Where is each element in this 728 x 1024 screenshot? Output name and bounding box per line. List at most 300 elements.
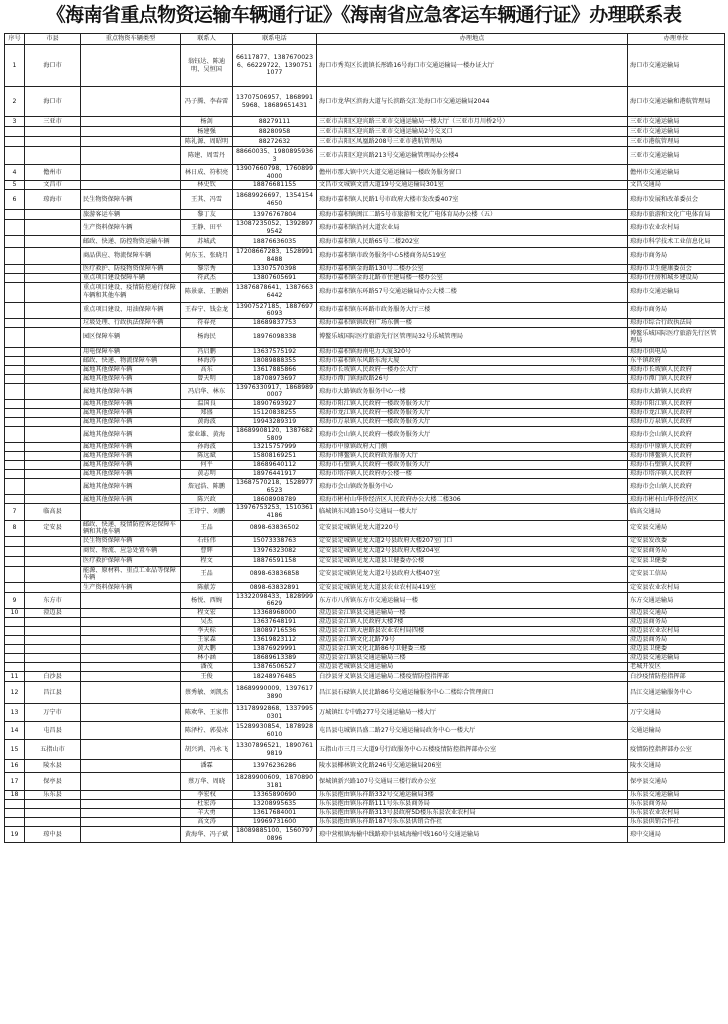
- cell-contact: 王春宁、钱金龙: [181, 302, 233, 318]
- cell-unit: 海口市交通运输和港航管理局: [628, 87, 725, 117]
- cell-contact: 黄海华、冯子斌: [181, 827, 233, 843]
- cell-contact: 林日成、符积亮: [181, 165, 233, 181]
- table-row: [5, 520, 725, 536]
- table-row: [5, 117, 725, 127]
- cell-vehicle-type: 属地其他保障车辆: [81, 443, 181, 452]
- cell-contact: 蔡万华、周晓: [181, 773, 233, 791]
- cell-unit: 琼海市农业农村局: [628, 220, 725, 236]
- cell-unit: 琼海市商务局: [628, 302, 725, 318]
- cell-no: 12: [5, 682, 25, 704]
- cell-phone: 0898-63836858: [233, 566, 317, 582]
- table-row: [5, 408, 725, 417]
- cell-unit: 三亚市交通运输局: [628, 147, 725, 165]
- cell-phone: 13087235052、13928979542: [233, 220, 317, 236]
- table-row: [5, 809, 725, 818]
- table-row: [5, 461, 725, 470]
- cell-contact: 陈献芳: [181, 582, 233, 592]
- cell-address: 屯昌县屯城镇昌盛二路27号交通运输局政务中心一楼大厅: [317, 722, 628, 740]
- cell-city: 定安县: [25, 520, 81, 536]
- cell-no: [5, 220, 25, 236]
- cell-city: [25, 636, 81, 645]
- cell-city: [25, 654, 81, 663]
- cell-city: [25, 566, 81, 582]
- cell-vehicle-type: 属地其他保障车辆: [81, 495, 181, 504]
- cell-no: [5, 408, 25, 417]
- cell-phone: 13215757999: [233, 443, 317, 452]
- cell-contact: 陈建、周雪丹: [181, 147, 233, 165]
- table-row: [5, 302, 725, 318]
- cell-no: [5, 582, 25, 592]
- cell-phone: 18976441917: [233, 470, 317, 479]
- cell-phone: 13976753253、15103614186: [233, 504, 317, 520]
- cell-address: 琼海市嘉积镇闽江二路5号市旅游和文化广电体育局办公楼（五）: [317, 210, 628, 220]
- cell-address: 乐东县抱由镇乐祥路313号县政府5D楼乐东县农业农村局: [317, 809, 628, 818]
- table-row: [5, 791, 725, 800]
- cell-address: 澄迈县金江镇县交通运输局一楼: [317, 609, 628, 618]
- cell-unit: 定安县发改委: [628, 536, 725, 546]
- cell-vehicle-type: 垃圾处理、行政执法保障车辆: [81, 318, 181, 327]
- cell-address: 定安县定城镇见龙大道县农业农村局419室: [317, 582, 628, 592]
- cell-unit: 琼海市卫生健康委员会: [628, 264, 725, 273]
- cell-address: 保城镇新兴路107号交通局三楼行政办公室: [317, 773, 628, 791]
- cell-unit: 琼海市商务局: [628, 248, 725, 264]
- cell-address: 乐东县抱由镇乐祥路111号乐东县商务局: [317, 800, 628, 809]
- cell-address: 澄迈县金江镇文化北路86号卫健委三楼: [317, 645, 628, 654]
- cell-city: [25, 452, 81, 461]
- document-title: 《海南省重点物资运输车辆通行证》《海南省应急客运车辆通行证》办理联系表: [46, 4, 682, 26]
- cell-city: [25, 137, 81, 147]
- cell-phone: 18689990009、13976173890: [233, 682, 317, 704]
- cell-unit: 定安县农业农村局: [628, 582, 725, 592]
- cell-no: [5, 356, 25, 365]
- cell-city: 琼中县: [25, 827, 81, 843]
- cell-address: 乐东县抱由镇乐祥路332号交通运输局3楼: [317, 791, 628, 800]
- cell-phone: 13322098433、18289996629: [233, 592, 317, 608]
- cell-no: 9: [5, 592, 25, 608]
- cell-unit: 东方交通运输局: [628, 592, 725, 608]
- cell-contact: 高东: [181, 365, 233, 374]
- cell-vehicle-type: 重点项目建设、用油保障车辆: [81, 302, 181, 318]
- cell-vehicle-type: [81, 636, 181, 645]
- table-header-row: [5, 34, 725, 45]
- cell-city: [25, 627, 81, 636]
- cell-unit: 琼海市塔洋镇人民政府: [628, 470, 725, 479]
- cell-vehicle-type: [81, 722, 181, 740]
- cell-address: 琼海市塔洋镇人民政府办公楼一楼: [317, 470, 628, 479]
- table-row: [5, 773, 725, 791]
- cell-no: [5, 618, 25, 627]
- cell-vehicle-type: 邮政、快递、疫情防控客运保障车辆和其他车辆: [81, 520, 181, 536]
- cell-contact: 冯启华、林东: [181, 383, 233, 399]
- cell-no: [5, 282, 25, 302]
- cell-phone: 18876681155: [233, 181, 317, 190]
- cell-address: 琼海市嘉积镇东环路市政务服务大厅三楼: [317, 302, 628, 318]
- header-vehicle-type: 重点物资车辆类型: [81, 34, 181, 45]
- cell-address: 博鳌乐城国际医疗旅游先行区管理局32号乐城管理局: [317, 327, 628, 347]
- table-row: [5, 147, 725, 165]
- cell-city: [25, 536, 81, 546]
- cell-city: [25, 383, 81, 399]
- cell-no: 18: [5, 791, 25, 800]
- cell-unit: 琼海市长坡镇人民政府: [628, 365, 725, 374]
- cell-address: 琼海市中原镇政府大门侧: [317, 443, 628, 452]
- cell-contact: 何平: [181, 461, 233, 470]
- cell-address: 琼海市长坡镇人民政府一楼办公大厅: [317, 365, 628, 374]
- cell-no: [5, 374, 25, 383]
- cell-address: 临城镇东风路150号交通局一楼大厅: [317, 504, 628, 520]
- cell-contact: 符春亮: [181, 318, 233, 327]
- cell-phone: 13687570218、15289776523: [233, 479, 317, 495]
- cell-unit: 白沙疫情防控指挥部: [628, 672, 725, 682]
- cell-no: [5, 461, 25, 470]
- cell-vehicle-type: 重点项目建设、疫情防控通行保障车辆和其他车辆: [81, 282, 181, 302]
- cell-contact: 吴杰: [181, 618, 233, 627]
- cell-phone: 13976236286: [233, 760, 317, 773]
- cell-no: [5, 809, 25, 818]
- cell-no: [5, 546, 25, 556]
- cell-address: 琼海市嘉积镇东风路东海大厦: [317, 356, 628, 365]
- cell-city: [25, 248, 81, 264]
- cell-phone: 13208995635: [233, 800, 317, 809]
- table-row: [5, 181, 725, 190]
- table-row: [5, 347, 725, 356]
- cell-city: [25, 408, 81, 417]
- cell-phone: 13368968000: [233, 609, 317, 618]
- cell-unit: 琼海市会山镇人民政府: [628, 479, 725, 495]
- cell-unit: 琼中交通局: [628, 827, 725, 843]
- contact-table: [4, 33, 725, 843]
- cell-phone: 0898-63836502: [233, 520, 317, 536]
- cell-phone: 18689640112: [233, 461, 317, 470]
- table-row: [5, 374, 725, 383]
- cell-vehicle-type: [81, 682, 181, 704]
- cell-unit: 澄迈县商务局: [628, 636, 725, 645]
- cell-city: 海口市: [25, 45, 81, 87]
- cell-city: [25, 479, 81, 495]
- cell-contact: 石钰伟: [181, 536, 233, 546]
- cell-unit: 交通运输局: [628, 722, 725, 740]
- cell-vehicle-type: [81, 147, 181, 165]
- cell-address: 澄迈县金江镇人民政府大楼7楼: [317, 618, 628, 627]
- cell-contact: 杜宏涛: [181, 800, 233, 809]
- cell-phone: 18708973697: [233, 374, 317, 383]
- cell-address: 琼海市万泉镇人民政府一楼政务服务大厅: [317, 417, 628, 426]
- cell-contact: 高文涛: [181, 818, 233, 827]
- cell-phone: 13617885866: [233, 365, 317, 374]
- cell-city: 东方市: [25, 592, 81, 608]
- cell-contact: 杨建强: [181, 127, 233, 137]
- table-row: [5, 566, 725, 582]
- cell-phone: 13307570398: [233, 264, 317, 273]
- cell-vehicle-type: [81, 740, 181, 760]
- cell-no: [5, 627, 25, 636]
- table-row: [5, 470, 725, 479]
- cell-no: [5, 236, 25, 248]
- table-row: [5, 45, 725, 87]
- cell-address: 五指山市三月三大道9号行政服务中心五楼疫情防控指挥部办公室: [317, 740, 628, 760]
- cell-vehicle-type: 用电保障车辆: [81, 347, 181, 356]
- table-row: [5, 426, 725, 442]
- cell-address: 琼海市石壁镇人民政府一楼政务服务大厅: [317, 461, 628, 470]
- cell-phone: 15289930854、18789286010: [233, 722, 317, 740]
- cell-unit: 乐东县商务局: [628, 800, 725, 809]
- cell-contact: 冯启鹏: [181, 347, 233, 356]
- table-row: [5, 318, 725, 327]
- cell-city: [25, 546, 81, 556]
- cell-no: [5, 645, 25, 654]
- cell-vehicle-type: [81, 791, 181, 800]
- cell-no: 6: [5, 190, 25, 210]
- cell-address: 儋州市那大镇中兴大道交通运输局一楼政务服务窗口: [317, 165, 628, 181]
- cell-unit: 琼海市综合行政执法局: [628, 318, 725, 327]
- cell-city: [25, 273, 81, 282]
- cell-no: [5, 566, 25, 582]
- cell-city: 万宁市: [25, 704, 81, 722]
- cell-contact: 詹冠浩、陈鹏: [181, 479, 233, 495]
- cell-unit: 疫情防控指挥部办公室: [628, 740, 725, 760]
- cell-contact: 李宏权: [181, 791, 233, 800]
- cell-no: [5, 417, 25, 426]
- cell-address: 琼海市彬村山华侨经济区人民政府办公大楼二楼306: [317, 495, 628, 504]
- table-row: [5, 546, 725, 556]
- cell-contact: 冯子腾、李春雷: [181, 87, 233, 117]
- cell-city: [25, 210, 81, 220]
- cell-phone: 13365890690: [233, 791, 317, 800]
- cell-phone: 88272632: [233, 137, 317, 147]
- cell-phone: 18608908789: [233, 495, 317, 504]
- cell-phone: 15808169251: [233, 452, 317, 461]
- cell-vehicle-type: [81, 165, 181, 181]
- cell-no: 13: [5, 704, 25, 722]
- cell-no: 2: [5, 87, 25, 117]
- cell-contact: 陈礼源、周昭明: [181, 137, 233, 147]
- cell-city: [25, 264, 81, 273]
- cell-unit: 儋州市交通运输局: [628, 165, 725, 181]
- cell-city: 儋州市: [25, 165, 81, 181]
- cell-unit: 东平镇政府: [628, 356, 725, 365]
- cell-city: [25, 495, 81, 504]
- cell-no: [5, 470, 25, 479]
- cell-vehicle-type: 属地其他保障车辆: [81, 374, 181, 383]
- cell-city: [25, 282, 81, 302]
- cell-no: 14: [5, 722, 25, 740]
- cell-no: 4: [5, 165, 25, 181]
- cell-vehicle-type: 商品供应、物流保障车辆: [81, 248, 181, 264]
- header-address: 办理地点: [317, 34, 628, 45]
- cell-no: [5, 273, 25, 282]
- cell-contact: 陈泽柠、郭晏冰: [181, 722, 233, 740]
- header-phone: 联系电话: [233, 34, 317, 45]
- cell-city: [25, 302, 81, 318]
- cell-vehicle-type: 园区保障车辆: [81, 327, 181, 347]
- cell-unit: 三亚市港航管理局: [628, 137, 725, 147]
- table-row: [5, 672, 725, 682]
- cell-phone: 0898-63832891: [233, 582, 317, 592]
- cell-address: 海口市秀英区长流镇长彤路16号海口市交通运输局一楼办证大厅: [317, 45, 628, 87]
- cell-address: 文昌市文城镇文清大道19号交通运输局301室: [317, 181, 628, 190]
- table-row: [5, 383, 725, 399]
- cell-no: [5, 302, 25, 318]
- cell-contact: 曹辉: [181, 546, 233, 556]
- cell-address: 琼海市博鳌镇人民政府政务服务大厅: [317, 452, 628, 461]
- cell-no: [5, 365, 25, 374]
- cell-contact: 陈欢华、王家伟: [181, 704, 233, 722]
- cell-contact: 蒙业雄、黄海: [181, 426, 233, 442]
- cell-vehicle-type: [81, 760, 181, 773]
- cell-phone: 18689926697、13541544650: [233, 190, 317, 210]
- cell-city: 乐东县: [25, 791, 81, 800]
- table-row: [5, 137, 725, 147]
- cell-address: 陵水县椰林镇文化路246号交通运输局206室: [317, 760, 628, 773]
- cell-address: 澄迈县金江镇县交通运输局三楼: [317, 654, 628, 663]
- table-row: [5, 592, 725, 608]
- cell-vehicle-type: [81, 137, 181, 147]
- table-row: [5, 618, 725, 627]
- table-row: [5, 818, 725, 827]
- cell-phone: 15120838255: [233, 408, 317, 417]
- cell-city: [25, 347, 81, 356]
- cell-vehicle-type: [81, 87, 181, 117]
- cell-city: [25, 443, 81, 452]
- cell-vehicle-type: 重点项目建设保障车辆: [81, 273, 181, 282]
- cell-contact: 何东玉、张晓月: [181, 248, 233, 264]
- cell-no: [5, 452, 25, 461]
- cell-phone: 66117877、13876700236、66229722、13907511077: [233, 45, 317, 87]
- table-row: [5, 479, 725, 495]
- cell-address: 定安县定城镇见龙大道220号: [317, 520, 628, 536]
- cell-contact: 陈景豪、王鹏娟: [181, 282, 233, 302]
- cell-unit: 定安县卫健委: [628, 556, 725, 566]
- cell-contact: 王品: [181, 566, 233, 582]
- cell-no: 17: [5, 773, 25, 791]
- cell-contact: 符武杰: [181, 273, 233, 282]
- cell-vehicle-type: 生产资料保障车辆: [81, 582, 181, 592]
- cell-address: 三亚市吉阳区迎宾路213号交通运输管理局办公楼4: [317, 147, 628, 165]
- cell-unit: 文昌交通局: [628, 181, 725, 190]
- cell-city: [25, 327, 81, 347]
- cell-vehicle-type: [81, 672, 181, 682]
- cell-address: 乐东县抱由镇乐祥路187号乐东县供销合作社: [317, 818, 628, 827]
- table-row: [5, 417, 725, 426]
- cell-vehicle-type: 属地其他保障车辆: [81, 365, 181, 374]
- cell-no: [5, 443, 25, 452]
- cell-address: 定安县定城镇见龙大道2号县政府大楼207室门口: [317, 536, 628, 546]
- cell-city: [25, 645, 81, 654]
- cell-city: [25, 220, 81, 236]
- cell-contact: 黎丁友: [181, 210, 233, 220]
- cell-city: [25, 461, 81, 470]
- cell-vehicle-type: 邮政、快递、防控物资运输车辆: [81, 236, 181, 248]
- cell-unit: 琼海市龙江镇人民政府: [628, 408, 725, 417]
- cell-phone: 19969731600: [233, 818, 317, 827]
- table-row: [5, 722, 725, 740]
- cell-no: [5, 663, 25, 672]
- cell-vehicle-type: 属地其他保障车辆: [81, 399, 181, 408]
- cell-no: [5, 347, 25, 356]
- cell-vehicle-type: 医疗救护、防疫物资保障车辆: [81, 264, 181, 273]
- cell-unit: 博鳌乐城国际医疗旅游先行区管理局: [628, 327, 725, 347]
- cell-vehicle-type: 民生物资保障车辆: [81, 190, 181, 210]
- cell-contact: 陈远斌: [181, 452, 233, 461]
- cell-city: [25, 426, 81, 442]
- cell-city: 三亚市: [25, 117, 81, 127]
- cell-phone: 19943289319: [233, 417, 317, 426]
- table-row: [5, 663, 725, 672]
- cell-vehicle-type: 属地其他保障车辆: [81, 417, 181, 426]
- cell-city: [25, 470, 81, 479]
- cell-phone: 88279111: [233, 117, 317, 127]
- cell-unit: 乐东县供销合作社: [628, 818, 725, 827]
- cell-address: 三亚市吉阳区凤凰路208号三亚市港航管理局: [317, 137, 628, 147]
- header-city: 市县: [25, 34, 81, 45]
- cell-phone: 18876636035: [233, 236, 317, 248]
- cell-phone: 15073338763: [233, 536, 317, 546]
- table-row: [5, 273, 725, 282]
- cell-phone: 17208667283、15289918488: [233, 248, 317, 264]
- table-row: [5, 87, 725, 117]
- cell-unit: 琼海市博鳌镇人民政府: [628, 452, 725, 461]
- table-row: [5, 236, 725, 248]
- cell-unit: 琼海市住房和城乡建设局: [628, 273, 725, 282]
- cell-no: [5, 536, 25, 546]
- cell-phone: 13976767804: [233, 210, 317, 220]
- cell-contact: 黄大鹏: [181, 645, 233, 654]
- cell-city: [25, 556, 81, 566]
- cell-vehicle-type: 属地其他保障车辆: [81, 426, 181, 442]
- cell-address: 琼海市会山镇人民政府一楼政务服务大厅: [317, 426, 628, 442]
- cell-address: 琼海市龙江镇人民政府一楼政务服务大厅: [317, 408, 628, 417]
- cell-unit: 澄迈县农业农村局: [628, 627, 725, 636]
- cell-vehicle-type: 能源、原材料、重点工业品等保障车辆: [81, 566, 181, 582]
- cell-address: 澄迈县老城镇县交通运输局: [317, 663, 628, 672]
- cell-contact: 陈兴政: [181, 495, 233, 504]
- cell-address: 琼海市嘉积镇人民路65号二楼202室: [317, 236, 628, 248]
- cell-city: [25, 127, 81, 137]
- cell-vehicle-type: 生产资料保障车辆: [81, 220, 181, 236]
- cell-unit: 琼海市万泉镇人民政府: [628, 417, 725, 426]
- cell-contact: 翁钰达、陈迪明、吴恒国: [181, 45, 233, 87]
- table-row: [5, 556, 725, 566]
- cell-address: 琼海市潭门镇海政路26号: [317, 374, 628, 383]
- cell-no: [5, 327, 25, 347]
- cell-unit: 琼海市会山镇人民政府: [628, 426, 725, 442]
- cell-unit: 临高交通局: [628, 504, 725, 520]
- cell-contact: 黎宗秀: [181, 264, 233, 273]
- cell-address: 琼海市嘉积镇市政务服务中心5楼商务局519室: [317, 248, 628, 264]
- cell-unit: 琼海市供电局: [628, 347, 725, 356]
- cell-contact: 苏城武: [181, 236, 233, 248]
- cell-vehicle-type: 属地其他保障车辆: [81, 452, 181, 461]
- cell-unit: 定安县商务局: [628, 546, 725, 556]
- cell-phone: 13876929991: [233, 645, 317, 654]
- cell-contact: 潘茂: [181, 663, 233, 672]
- cell-unit: 昌江交通运输服务中心: [628, 682, 725, 704]
- cell-no: [5, 654, 25, 663]
- cell-contact: 黄海波: [181, 417, 233, 426]
- cell-unit: 三亚市交通运输局: [628, 117, 725, 127]
- cell-unit: 陵水交通局: [628, 760, 725, 773]
- cell-city: 海口市: [25, 87, 81, 117]
- cell-unit: 琼海市大路镇人民政府: [628, 383, 725, 399]
- cell-no: [5, 556, 25, 566]
- table-row: [5, 827, 725, 843]
- cell-contact: 王诗宁、刘鹏: [181, 504, 233, 520]
- cell-city: [25, 582, 81, 592]
- cell-no: 19: [5, 827, 25, 843]
- cell-unit: 琼海市科学技术工业信息化局: [628, 236, 725, 248]
- table-row: [5, 654, 725, 663]
- table-row: [5, 220, 725, 236]
